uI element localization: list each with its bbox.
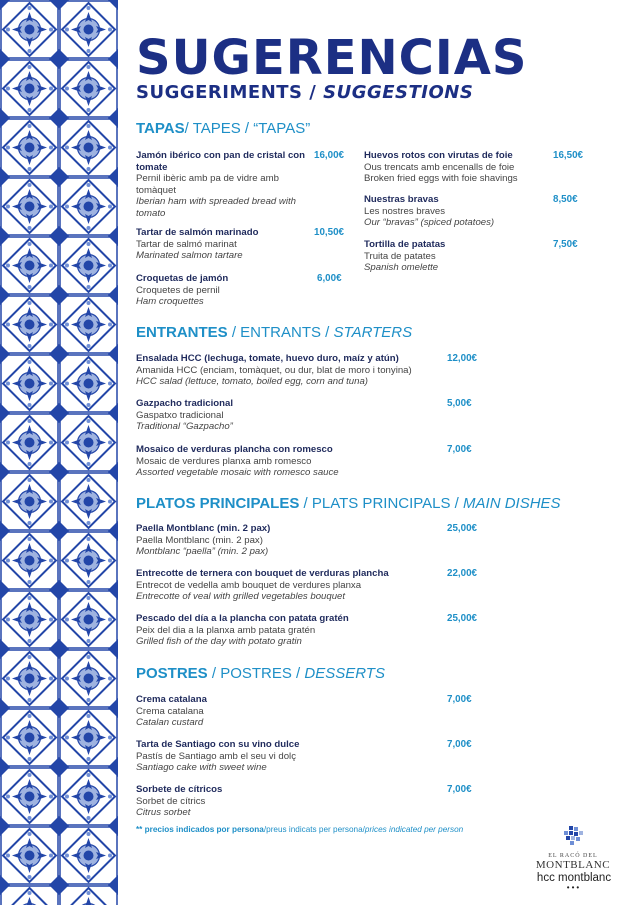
- menu-item-price: 25,00€: [447, 523, 477, 534]
- page-subtitle: SUGGERIMENTS / SUGGESTIONS: [136, 82, 474, 103]
- price-footnote: ** precios indicados por persona/preus indicats per persona/prices indicated per person: [136, 825, 464, 834]
- menu-item: Pescado del día a la plancha con patata gratén Peix del dia a la planxa amb patata gratén Grilled fish of the day with potato gratin: [136, 613, 349, 647]
- menu-item-price: 22,00€: [447, 568, 477, 579]
- raco-montblanc-logo: EL RACÓ DEL MONTBLANC: [528, 826, 618, 871]
- section-heading-tapas: TAPAS/ TAPES / “TAPAS”: [136, 120, 311, 137]
- menu-item: Paella Montblanc (min. 2 pax) Paella Montblanc (min. 2 pax) Montblanc “paella” (min. 2 pax): [136, 523, 271, 557]
- menu-item-price: 7,00€: [447, 784, 472, 795]
- menu-item: Gazpacho tradicional Gaspatxo tradicional Traditional “Gazpacho”: [136, 398, 234, 432]
- menu-item: Tarta de Santiago con su vino dulce Pastís de Santiago amb el seu vi dolç Santiago cake with sweet wine: [136, 739, 300, 773]
- menu-item: Huevos rotos con virutas de foie Ous trencats amb encenalls de foie Broken fried eggs with foie shavings: [364, 150, 518, 184]
- menu-item: Tortilla de patatas Truita de patates Spanish omelette: [364, 239, 446, 273]
- hcc-montblanc-logo: hcc montblanc •••: [536, 872, 612, 892]
- menu-item-price: 7,00€: [447, 739, 472, 750]
- decorative-tile-border: [0, 0, 118, 905]
- section-heading-platos: PLATOS PRINCIPALES / PLATS PRINCIPALS / MAIN DISHES: [136, 495, 561, 512]
- menu-item: Tartar de salmón marinado Tartar de salmó marinat Marinated salmon tartare: [136, 227, 259, 261]
- menu-item-price: 7,00€: [447, 694, 472, 705]
- menu-item-price: 5,00€: [447, 398, 472, 409]
- menu-item-price: 8,50€: [553, 194, 578, 205]
- menu-item-price: 16,50€: [553, 150, 583, 161]
- menu-item-price: 12,00€: [447, 353, 477, 364]
- menu-item: Croquetas de jamón Croquetes de pernil Ham croquettes: [136, 273, 229, 307]
- menu-item-price: 7,50€: [553, 239, 578, 250]
- page-title: SUGERENCIAS: [136, 30, 528, 86]
- menu-item: Jamón ibérico con pan de cristal con tomate Pernil ibèric amb pa de vidre amb tomàquet Iberian ham with spreaded bread with tomato: [136, 150, 306, 219]
- menu-item-price: 10,50€: [314, 227, 344, 238]
- menu-item: Mosaico de verduras plancha con romesco Mosaic de verdures planxa amb romesco Assorted vegetable mosaic with romesco sauce: [136, 444, 339, 478]
- menu-item-price: 25,00€: [447, 613, 477, 624]
- menu-item: Crema catalana Crema catalana Catalan custard: [136, 694, 207, 728]
- menu-content: [136, 0, 626, 905]
- menu-item: Nuestras bravas Les nostres braves Our “bravas” (spiced potatoes): [364, 194, 495, 228]
- section-heading-entrantes: ENTRANTES / ENTRANTS / STARTERS: [136, 324, 413, 341]
- menu-item-price: 7,00€: [447, 444, 472, 455]
- menu-item: Ensalada HCC (lechuga, tomate, huevo duro, maíz y atún) Amanida HCC (enciam, tomàquet, ou dur, blat de moro i tonyina) HCC salad (lettuce, tomato, boiled egg, corn and tuna): [136, 353, 412, 387]
- section-heading-postres: POSTRES / POSTRES / DESSERTS: [136, 665, 385, 682]
- menu-item: Sorbete de cítricos Sorbet de cítrics Citrus sorbet: [136, 784, 223, 818]
- menu-item-price: 6,00€: [317, 273, 342, 284]
- menu-item: Entrecotte de ternera con bouquet de verduras plancha Entrecot de vedella amb bouquet de verdures planxa Entrecotte of veal with grilled vegetables bouquet: [136, 568, 389, 602]
- menu-item-price: 16,00€: [314, 150, 344, 161]
- mosaic-logo-icon: [562, 826, 584, 846]
- azulejo-tile-pattern: [0, 0, 118, 905]
